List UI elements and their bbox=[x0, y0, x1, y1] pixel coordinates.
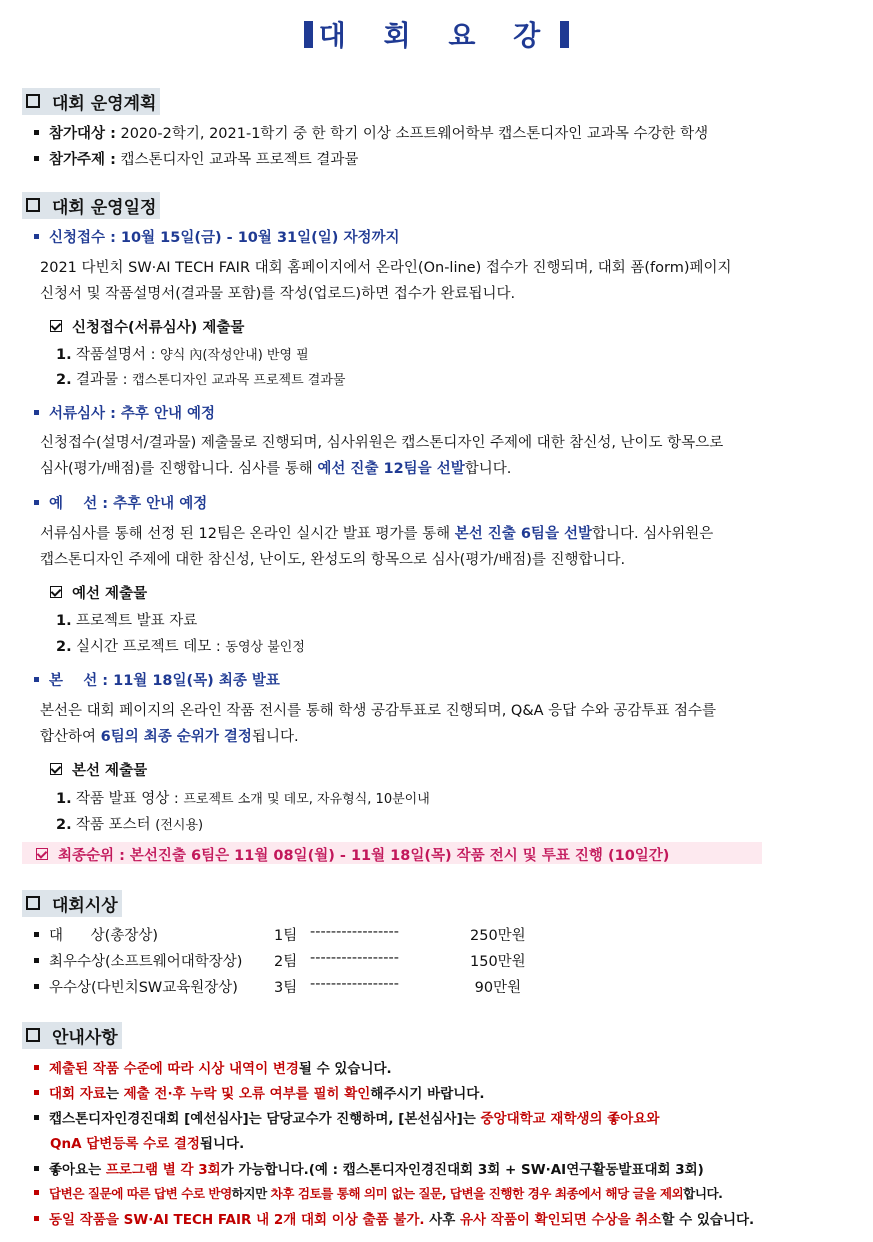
highlight-text: 제출 전·후 누락 및 오류 여부를 필히 확인 bbox=[123, 1086, 371, 1102]
checkbox-checked-icon bbox=[50, 320, 62, 332]
text-segment: 서류심사를 통해 선정 된 12팀은 온라인 실시간 발표 평가를 통해 bbox=[40, 526, 455, 542]
prize-count: 2팀 bbox=[274, 954, 298, 970]
final-ranking-line bbox=[36, 844, 669, 865]
topic-line bbox=[34, 148, 358, 169]
apply-title bbox=[34, 226, 399, 247]
highlight-text: 답변은 질문에 따른 답변 수로 반영 bbox=[49, 1186, 232, 1201]
title-bar-right bbox=[560, 21, 569, 48]
prelim-item-1 bbox=[56, 609, 197, 630]
checkbox-checked-icon bbox=[50, 586, 62, 598]
section-heading-schedule bbox=[22, 192, 160, 219]
text-segment: 합니다. 심사위원은 bbox=[592, 526, 714, 542]
highlight-text: 유사 작품이 확인되면 수상을 취소 bbox=[460, 1212, 662, 1228]
notice-6 bbox=[34, 1208, 754, 1228]
bullet-icon bbox=[34, 1115, 39, 1120]
notice-1 bbox=[34, 1057, 392, 1077]
prize-name: 최우수상(소프트웨어대학장상) bbox=[49, 954, 243, 970]
bullet-icon bbox=[34, 677, 39, 682]
prize-amount: 250만원 bbox=[470, 928, 526, 944]
notice-3-cont bbox=[50, 1132, 244, 1152]
highlight-text: QnA 답변등록 수로 결정 bbox=[50, 1136, 200, 1152]
highlight-text: 대회 자료 bbox=[49, 1086, 106, 1102]
checkbox-square-icon bbox=[26, 896, 40, 910]
prelim-title-text: 예 선 : 추후 안내 예정 bbox=[49, 496, 208, 512]
item-number: 1. bbox=[56, 347, 72, 363]
bullet-icon bbox=[34, 500, 39, 505]
topic-text: 캡스톤디자인 교과목 프로젝트 결과물 bbox=[120, 152, 359, 168]
bullet-icon bbox=[34, 932, 39, 937]
bullet-icon bbox=[34, 1090, 39, 1095]
item-number: 2. bbox=[56, 372, 72, 388]
item-note: 동영상 불인정 bbox=[225, 640, 305, 655]
prize-row bbox=[34, 976, 238, 997]
apply-sub bbox=[50, 316, 244, 337]
item-note: 양식 內(작성안내) 반영 필 bbox=[160, 348, 309, 363]
final-ranking-text: 최종순위 : 본선진출 6팀은 11월 08일(월) - 11월 18일(목) 작품 전시 및 투표 진행 (10일간) bbox=[58, 848, 670, 864]
item-number: 2. bbox=[56, 817, 72, 833]
highlight-text: 6팀의 최종 순위가 결정 bbox=[100, 729, 252, 745]
title-text: 대 회 요 강 bbox=[318, 19, 555, 52]
final-round-item-1 bbox=[56, 787, 430, 808]
item-main: 실시간 프로젝트 데모 : bbox=[76, 639, 226, 655]
prize-dash: ----------------- bbox=[310, 950, 399, 966]
prelim-sub-text: 예선 제출물 bbox=[72, 586, 148, 602]
item-main: 결과물 : bbox=[76, 372, 133, 388]
section-heading-text: 대회시상 bbox=[52, 896, 118, 916]
bullet-icon bbox=[34, 1166, 39, 1171]
text-segment: 됩니다. bbox=[251, 729, 299, 745]
notice-2 bbox=[34, 1082, 484, 1102]
bullet-icon bbox=[34, 130, 39, 135]
final-round-item-2 bbox=[56, 813, 203, 834]
bullet-icon bbox=[34, 156, 39, 161]
section-heading-text: 대회 운영계획 bbox=[52, 94, 157, 114]
notice-3 bbox=[34, 1107, 659, 1127]
topic-label: 참가주제 : bbox=[49, 152, 116, 168]
text-segment: 합산하여 bbox=[40, 729, 101, 745]
text-segment: 심사(평가/배점)를 진행합니다. 심사를 통해 bbox=[40, 461, 318, 477]
apply-desc-2: 신청서 및 작품설명서(결과물 포함)를 작성(업로드)하면 접수가 완료됩니다. bbox=[40, 286, 516, 302]
final-round-title-text: 본 선 : 11월 18일(목) 최종 발표 bbox=[49, 673, 280, 689]
text-segment: 사후 bbox=[424, 1212, 461, 1228]
doc-review-desc-2 bbox=[40, 457, 511, 478]
item-main: 작품 포스터 bbox=[76, 817, 156, 833]
prize-row bbox=[34, 950, 242, 971]
bullet-icon bbox=[34, 1065, 39, 1070]
item-note: 캡스톤디자인 교과목 프로젝트 결과물 bbox=[132, 373, 346, 388]
final-round-sub bbox=[50, 759, 147, 780]
prize-count: 3팀 bbox=[274, 980, 298, 996]
apply-sub-text: 신청접수(서류심사) 제출물 bbox=[72, 320, 245, 336]
prize-dash: ----------------- bbox=[310, 924, 399, 940]
checkbox-checked-icon bbox=[36, 848, 48, 860]
highlight-text: 프로그램 별 각 3회 bbox=[105, 1162, 221, 1178]
text-segment: 하지만 bbox=[231, 1186, 271, 1201]
text-segment: 됩니다. bbox=[199, 1136, 245, 1152]
doc-review-desc-1: 신청접수(설명서/결과물) 제출물로 진행되며, 심사위원은 캡스톤디자인 주제에 대한 참신성, 난이도 항목으로 bbox=[40, 435, 724, 451]
target-line bbox=[34, 122, 708, 143]
doc-review-title bbox=[34, 402, 215, 423]
checkbox-square-icon bbox=[26, 94, 40, 108]
prize-count: 1팀 bbox=[274, 928, 298, 944]
final-round-sub-text: 본선 제출물 bbox=[72, 763, 148, 779]
section-heading-awards bbox=[22, 890, 122, 917]
prize-name: 우수상(다빈치SW교육원장상) bbox=[49, 980, 238, 996]
section-heading-notice bbox=[22, 1022, 122, 1049]
bullet-icon bbox=[34, 410, 39, 415]
text-segment: 좋아요는 bbox=[49, 1162, 106, 1178]
prelim-title bbox=[34, 492, 207, 513]
apply-title-text: 신청접수 : 10월 15일(금) - 10월 31일(일) 자정까지 bbox=[49, 230, 400, 246]
prize-name: 대 상(총장상) bbox=[49, 928, 159, 944]
highlight-text: 예선 진출 12팀을 선발 bbox=[317, 461, 465, 477]
bullet-icon bbox=[34, 1190, 39, 1195]
prize-amount: 150만원 bbox=[470, 954, 526, 970]
apply-item-2 bbox=[56, 368, 345, 389]
section-heading-plan bbox=[22, 88, 160, 115]
final-round-desc-2 bbox=[40, 725, 299, 746]
bullet-icon bbox=[34, 958, 39, 963]
checkbox-checked-icon bbox=[50, 763, 62, 775]
item-note: 프로젝트 소개 및 데모, 자유형식, 10분이내 bbox=[183, 792, 430, 807]
item-main: 프로젝트 발표 자료 bbox=[76, 613, 198, 629]
notice-5 bbox=[34, 1183, 722, 1202]
item-number: 2. bbox=[56, 639, 72, 655]
bullet-icon bbox=[34, 1216, 39, 1221]
highlight-text: 본선 진출 6팀을 선발 bbox=[454, 526, 593, 542]
item-note: (전시용) bbox=[155, 818, 204, 833]
highlight-text: 차후 검토를 통해 의미 없는 질문, 답변을 진행한 경우 최종에서 해당 글을 제외 bbox=[270, 1186, 684, 1201]
prize-dash: ----------------- bbox=[310, 976, 399, 992]
prelim-item-2 bbox=[56, 635, 305, 656]
final-round-desc-1: 본선은 대회 페이지의 온라인 작품 전시를 통해 학생 공감투표로 진행되며, Q&A 응답 수와 공감투표 점수를 bbox=[40, 703, 717, 719]
text-segment: 합니다. bbox=[683, 1186, 723, 1201]
notice-4 bbox=[34, 1158, 704, 1178]
highlight-text: 제출된 작품 수준에 따라 시상 내역이 변경 bbox=[49, 1061, 299, 1077]
checkbox-square-icon bbox=[26, 198, 40, 212]
prize-list bbox=[34, 924, 554, 1004]
prelim-desc-2: 캡스톤디자인 주제에 대한 참신성, 난이도, 완성도의 항목으로 심사(평가/배점)를 진행합니다. bbox=[40, 552, 626, 568]
section-heading-text: 안내사항 bbox=[52, 1028, 118, 1048]
doc-review-title-text: 서류심사 : 추후 안내 예정 bbox=[49, 406, 216, 422]
target-text: 2020-2학기, 2021-1학기 중 한 학기 이상 소프트웨어학부 캡스톤디자인 교과목 수강한 학생 bbox=[120, 126, 709, 142]
item-main: 작품 발표 영상 : bbox=[76, 791, 184, 807]
highlight-text: 중앙대학교 재학생의 좋아요와 bbox=[480, 1111, 660, 1127]
target-label: 참가대상 : bbox=[49, 126, 116, 142]
text-segment: 할 수 있습니다. bbox=[661, 1212, 755, 1228]
highlight-text: 동일 작품을 SW·AI TECH FAIR 내 2개 대회 이상 출품 불가. bbox=[49, 1212, 425, 1228]
prelim-desc-1 bbox=[40, 522, 713, 543]
text-segment: 될 수 있습니다. bbox=[298, 1061, 392, 1077]
bullet-icon bbox=[34, 984, 39, 989]
text-segment: 가 가능합니다.(예 : 캡스톤디자인경진대회 3회 + SW·AI연구활동발표대회 3회) bbox=[220, 1162, 704, 1178]
title-bar-left bbox=[304, 21, 313, 48]
apply-desc-1: 2021 다빈치 SW·AI TECH FAIR 대회 홈페이지에서 온라인(On-line) 접수가 진행되며, 대회 폼(form)페이지 bbox=[40, 260, 732, 276]
text-segment: 합니다. bbox=[464, 461, 512, 477]
item-number: 1. bbox=[56, 613, 72, 629]
text-segment: 캡스톤디자인경진대회 [예선심사]는 담당교수가 진행하며, [본선심사]는 bbox=[49, 1111, 481, 1127]
item-main: 작품설명서 : bbox=[76, 347, 161, 363]
prize-row bbox=[34, 924, 158, 945]
bullet-icon bbox=[34, 234, 39, 239]
prelim-sub bbox=[50, 582, 147, 603]
text-segment: 해주시기 바랍니다. bbox=[370, 1086, 485, 1102]
section-heading-text: 대회 운영일정 bbox=[52, 198, 157, 218]
final-round-title bbox=[34, 669, 280, 690]
text-segment: 는 bbox=[105, 1086, 124, 1102]
checkbox-square-icon bbox=[26, 1028, 40, 1042]
item-number: 1. bbox=[56, 791, 72, 807]
page-title bbox=[0, 14, 873, 54]
prize-amount: 90만원 bbox=[470, 980, 522, 996]
apply-item-1 bbox=[56, 343, 309, 364]
